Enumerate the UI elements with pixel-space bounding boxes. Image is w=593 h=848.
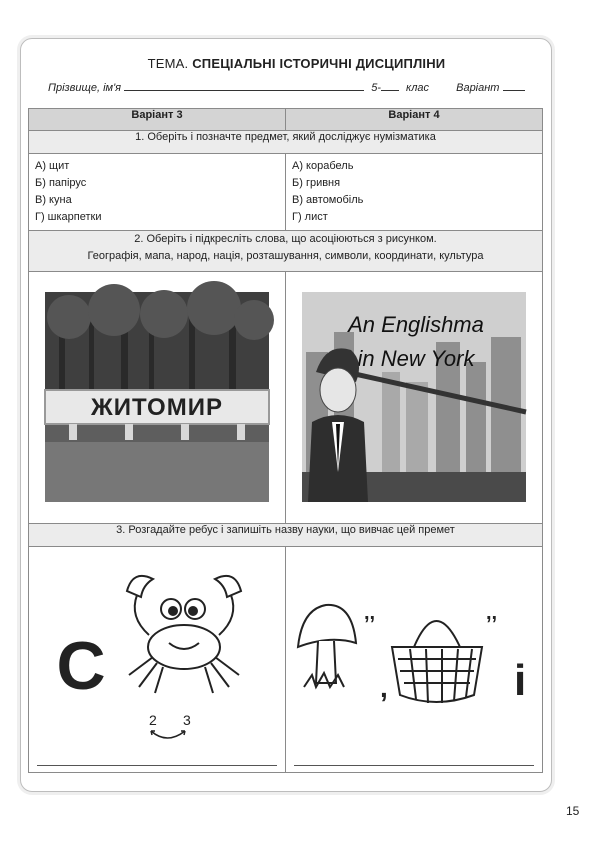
variant-4-header: Варіант 4 bbox=[286, 109, 543, 131]
option[interactable]: А) щит bbox=[35, 160, 70, 172]
zhytomyr-sign-photo bbox=[29, 272, 285, 520]
variant-3-options bbox=[29, 154, 286, 231]
swap-arrow-icon bbox=[151, 731, 185, 738]
variant-4-image-cell bbox=[286, 272, 543, 524]
question-1-row bbox=[29, 131, 543, 154]
question-3-text: 3. Розгадайте ребус і запишіть назву науки, що вивчає цей премет bbox=[29, 524, 543, 547]
mushroom-basket-rebus bbox=[286, 547, 542, 769]
class-prefix: 5- bbox=[371, 82, 381, 94]
rebus-letter-i: і bbox=[514, 656, 527, 705]
option[interactable]: Г) лист bbox=[292, 211, 328, 223]
variant-label: Варіант bbox=[456, 82, 500, 94]
variant-blank[interactable] bbox=[503, 90, 525, 91]
crab-rebus bbox=[29, 547, 285, 769]
question-2-cell bbox=[29, 231, 543, 272]
mushroom-icon bbox=[298, 605, 356, 687]
theme-title: СПЕЦІАЛЬНІ ІСТОРИЧНІ ДИСЦИПЛІНИ bbox=[192, 56, 446, 71]
option[interactable]: Г) шкарпетки bbox=[35, 211, 102, 223]
answer-line[interactable] bbox=[294, 765, 534, 766]
rebus-letter-s: С bbox=[56, 628, 106, 704]
name-blank[interactable] bbox=[124, 90, 364, 91]
question-2-words: Географія, мапа, народ, нація, розташування, символи, координати, культура bbox=[87, 250, 484, 262]
theme-label: ТЕМА. bbox=[147, 56, 189, 71]
option[interactable]: Б) папірус bbox=[35, 177, 87, 189]
question-1-options-row bbox=[29, 154, 543, 231]
option[interactable]: В) автомобіль bbox=[292, 194, 364, 206]
quote-mark: ,, bbox=[364, 602, 376, 624]
option[interactable]: В) куна bbox=[35, 194, 72, 206]
sign-text: ЖИТОМИР bbox=[91, 394, 223, 421]
variant-3-rebus-cell bbox=[29, 547, 286, 773]
question-2-images-row bbox=[29, 272, 543, 524]
name-label: Прізвище, ім'я bbox=[48, 82, 122, 94]
question-2-text: 2. Оберіть і підкресліть слова, що асоціюються з рисунком. bbox=[134, 233, 437, 245]
option[interactable]: Б) гривня bbox=[292, 177, 341, 189]
variant-header-row bbox=[29, 109, 543, 131]
crab-icon bbox=[127, 576, 241, 693]
variant-4-options bbox=[286, 154, 543, 231]
option[interactable]: А) корабель bbox=[292, 160, 354, 172]
variant-3-header: Варіант 3 bbox=[29, 109, 286, 131]
variant-4-rebus-cell bbox=[286, 547, 543, 773]
rebus-number-3: 3 bbox=[183, 712, 191, 728]
cover-title-line1: An Englishma bbox=[348, 312, 484, 337]
variant-3-image-cell bbox=[29, 272, 286, 524]
quote-mark: ,, bbox=[486, 602, 498, 624]
worksheet-table bbox=[28, 108, 543, 773]
class-blank[interactable] bbox=[381, 90, 399, 91]
student-info-line bbox=[48, 82, 525, 94]
class-label: клас bbox=[406, 82, 430, 94]
rebus-comma: , bbox=[380, 672, 388, 703]
question-3-rebus-row bbox=[29, 547, 543, 773]
page-title bbox=[0, 56, 593, 71]
basket-icon bbox=[392, 621, 482, 703]
englishman-in-new-york-cover bbox=[286, 272, 542, 520]
question-2-row bbox=[29, 231, 543, 272]
question-3-row bbox=[29, 524, 543, 547]
question-1-text: 1. Оберіть і позначте предмет, який досліджує нумізматика bbox=[29, 131, 543, 154]
rebus-number-2: 2 bbox=[149, 712, 157, 728]
cover-title-line2: in New York bbox=[357, 346, 475, 371]
answer-line[interactable] bbox=[37, 765, 277, 766]
page-number: 15 bbox=[566, 804, 580, 818]
